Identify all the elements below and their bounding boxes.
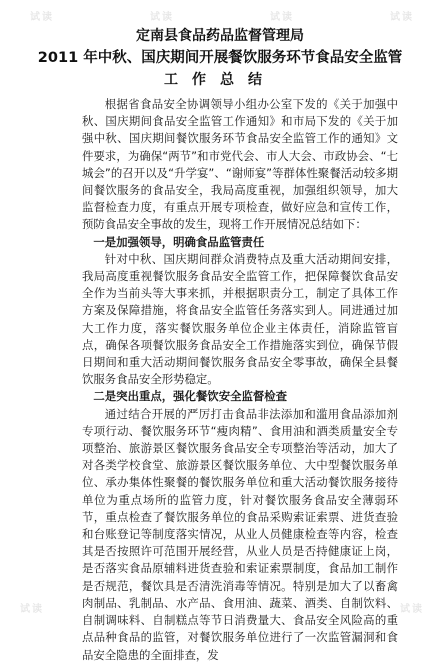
watermark: 试读: [20, 604, 44, 615]
section-heading-1: 一是加强领导，明确食品监管责任: [93, 234, 265, 249]
watermark: 试读: [400, 604, 424, 615]
watermark: 试读: [150, 12, 174, 23]
document-title-type: 工作总结: [164, 72, 276, 88]
watermark: 试读: [30, 12, 54, 23]
section-paragraph-1: 针对中秋、国庆期间群众消费特点及重大活动期间安排，我局高度重视餐饮服务食品安全监管工作，把保障餐饮食品安全作为当前头等大事来抓，并根据职责分工，制定了具体工作方案及保障措施，将食品安全监管任务落实到人。同进通过加大工作力度，落实餐饮服务单位企业主体责任，消除监管盲点，确保各项餐饮服务食品安全工作措施落实到位，确保节假日期间和重大活动期间餐饮服务食品安全零事故，确保全县餐饮服务食品安全形势稳定。: [82, 251, 398, 387]
intro-paragraph: 根据省食品安全协调领导小组办公室下发的《关于加强中秋、国庆期间食品安全监管工作通知》和市局下发的《关于加强中秋、国庆期间餐饮服务环节食品安全监管工作的通知》文件要求，为确保“两节”和市党代会、市人大会、市政协会、“七城会”的召开以及“升学宴”、“谢师宴”等群体性聚餐活动较多期间餐饮服务的食品安全，我局高度重视，加强组织领导，加大监督检查力度，有重点开展专项检查，做好应急和宣传工作，预防食品安全事故的发生，现将工作开展情况总结如下：: [82, 97, 398, 232]
section-heading-2: 二是突出重点，强化餐饮安全监督检查: [93, 389, 288, 404]
section-paragraph-2: 通过结合开展的严厉打击食品非法添加和滥用食品添加剂专项行动、餐饮服务环节“瘦肉精”、食用油和酒类质量安全专项整治、旅游景区餐饮服务食品安全专项整治等活动，加大了对各类学校食堂、旅游景区餐饮服务单位、大中型餐饮服务单位、承办集体性聚餐的餐饮服务单位和重大活动餐饮服务接待单位为重点场所的监管力度，针对餐饮服务食品安全薄弱环节，重点检查了餐饮服务单位的食品采购索证索票、进货查验和台账登记等制度落实情况，从业人员健康检查等内容，检查其是否按照许可范围开展经营，从业人员是否持健康证上岗，是否落实食品原辅料进货查验和索证索票制度，食品加工制作是否规范，餐饮具是否清洗消毒等情况。特别是加大了以畜禽肉制品、乳制品、水产品、食用油、蔬菜、酒类、自制饮料、自制调味料、自制糕点等节日消费量大、食品安全风险高的重点品种食品的监管，对餐饮服务单位进行了一次监管漏洞和食品安全隐患的全面排查，发: [82, 406, 398, 662]
document-body: [82, 96, 398, 664]
watermark: 试读: [390, 12, 414, 23]
document-title-agency: 定南县食品药品监督管理局: [136, 28, 304, 44]
document-title-subject: 2011 年中秋、国庆期间开展餐饮服务环节食品安全监管: [37, 50, 403, 66]
watermark: 试读: [270, 12, 294, 23]
